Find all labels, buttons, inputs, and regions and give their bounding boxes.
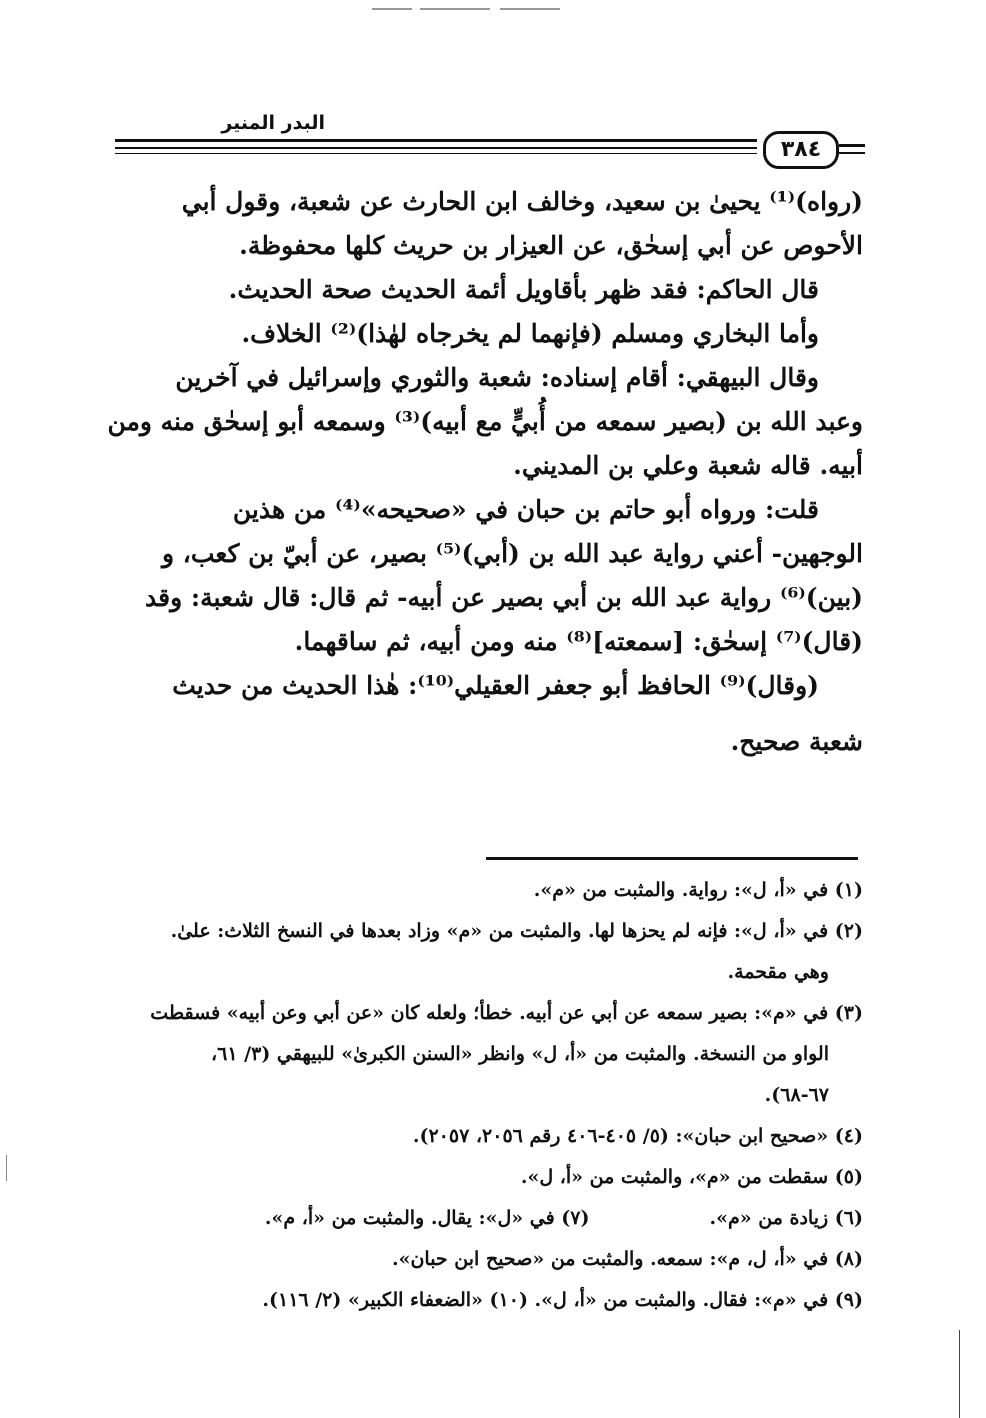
text-line: الوجهين- أعني رواية عبد الله بن (أبي)⁽⁵⁾ بصير، عن أبيّ بن كعب، و — [162, 539, 863, 568]
header-rule — [115, 147, 757, 149]
text-line: الأحوص عن أبي إسحٰق، عن العيزار بن حريث كلها محفوظة. — [239, 231, 863, 260]
text-line: (قال)⁽⁷⁾ إسحٰق: [سمعته]⁽⁸⁾ منه ومن أبيه، ثم ساقهما. — [294, 627, 863, 656]
footnote-pair — [105, 1198, 863, 1239]
text-line: (وقال)⁽⁹⁾ الحافظ أبو جعفر العقيلي⁽¹⁰⁾: هٰذا الحديث من حديث — [172, 671, 819, 700]
footnote: (٢) في «أ، ل»: فإنه لم يحزها لها. والمثبت من «م» وزاد بعدها في النسخ الثلاث: علىٰ. — [170, 920, 863, 942]
main-text — [105, 180, 863, 764]
footnote-continuation: ٦٧-٦٨). — [764, 1084, 829, 1106]
footnote: (٤) «صحيح ابن حبان»: (٥/ ٤٠٥-٤٠٦ رقم ٢٠٥٦، ٢٠٥٧). — [412, 1125, 863, 1147]
text-line: وأما البخاري ومسلم (فإنهما لم يخرجاه لهٰذا)⁽²⁾ الخلاف. — [241, 319, 819, 348]
text-line: وقال البيهقي: أقام إسناده: شعبة والثوري وإسرائيل في آخرين — [175, 363, 819, 392]
text-line: شعبة صحيح. — [730, 727, 863, 756]
text-line: (رواه)⁽¹⁾ يحيىٰ بن سعيد، وخالف ابن الحارث عن شعبة، وقول أبي — [181, 187, 863, 216]
scan-edge — [959, 1330, 960, 1418]
scan-mark — [500, 8, 560, 10]
header-rule — [839, 152, 865, 154]
footnote: (٥) سقطت من «م»، والمثبت من «أ، ل». — [520, 1166, 863, 1188]
scan-edge — [6, 1155, 7, 1181]
page-number: ٣٨٤ — [763, 131, 839, 169]
text-line: (بين)⁽⁶⁾ رواية عبد الله بن أبي بصير عن أبيه- ثم قال: قال شعبة: وقد — [145, 583, 863, 612]
footnote-separator — [486, 857, 858, 860]
text-line: قال الحاكم: فقد ظهر بأقاويل أئمة الحديث صحة الحديث. — [228, 275, 819, 304]
footnote: (٧) في «ل»: يقال. والمثبت من «أ، م». — [264, 1207, 590, 1229]
book-title: البدر المنير — [221, 112, 325, 134]
text-line: وعبد الله بن (بصير سمعه من أُبيٍّ مع أبيه)⁽³⁾ وسمعه أبو إسحٰق منه ومن — [107, 407, 863, 436]
scan-mark — [372, 8, 412, 10]
page-header — [105, 112, 865, 172]
footnote: (٨) في «أ، ل، م»: سمعه. والمثبت من «صحيح ابن حبان». — [391, 1248, 863, 1270]
footnotes — [105, 870, 863, 1321]
footnote: (١) في «أ، ل»: رواية. والمثبت من «م». — [533, 879, 863, 901]
footnote: (٣) في «م»: بصير سمعه عن أبي عن أبيه. خطأ؛ ولعله كان «عن أبي وعن أبيه» فسقطت — [150, 1002, 863, 1024]
text-line: أبيه. قاله شعبة وعلي بن المديني. — [513, 451, 863, 480]
footnote-continuation: وهي مقحمة. — [727, 961, 829, 983]
header-rule — [115, 139, 757, 142]
text-line: قلت: ورواه أبو حاتم بن حبان في «صحيحه»⁽⁴⁾ من هذين — [232, 495, 819, 524]
header-rule — [115, 153, 757, 154]
footnote: (٦) زيادة من «م». — [709, 1207, 863, 1229]
header-rule — [839, 144, 865, 147]
footnote: (٩) في «م»: فقال. والمثبت من «أ، ل». (١٠) «الضعفاء الكبير» (٢/ ١١٦). — [262, 1289, 863, 1311]
scan-mark — [420, 8, 490, 10]
footnote-continuation: الواو من النسخة. والمثبت من «أ، ل» وانظر «السنن الكبرىٰ» للبيهقي (٣/ ٦١، — [210, 1043, 829, 1065]
